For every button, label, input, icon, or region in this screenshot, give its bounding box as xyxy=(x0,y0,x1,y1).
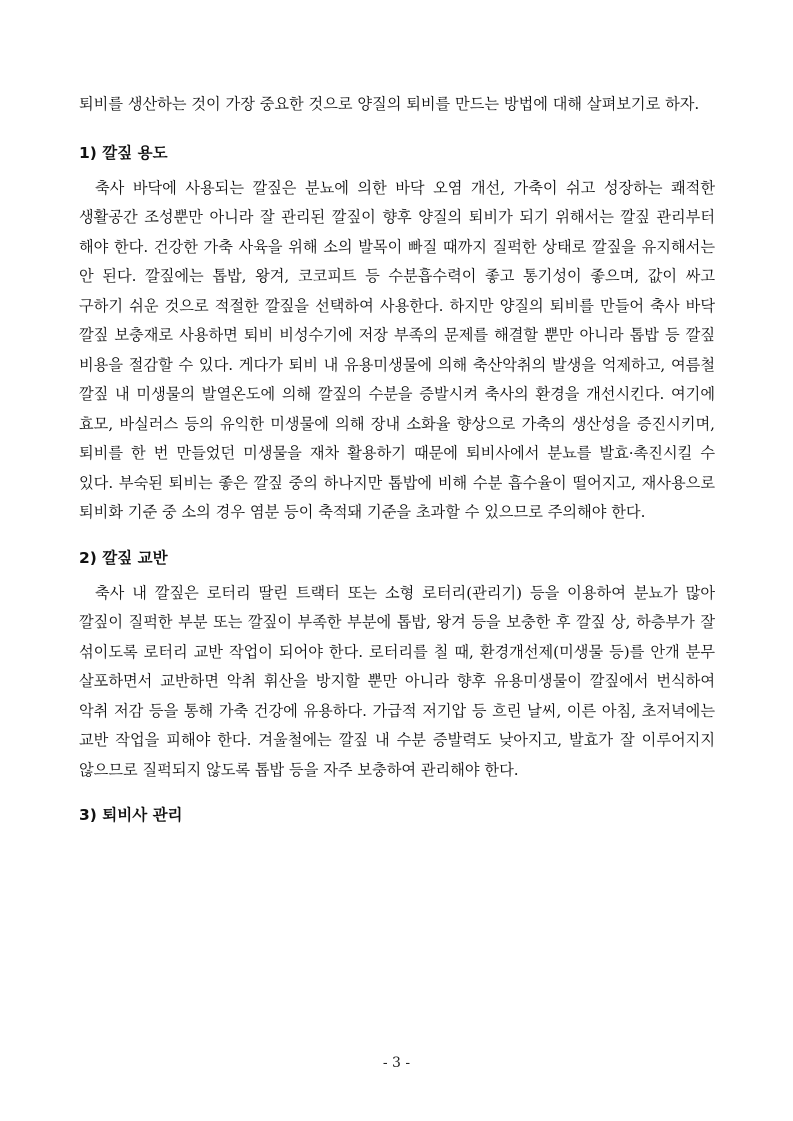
intro-paragraph: 퇴비를 생산하는 것이 가장 중요한 것으로 양질의 퇴비를 만드는 방법에 대해 살펴보기로 하자. xyxy=(79,95,700,113)
section-1-paragraph: 축사 바닥에 사용되는 깔짚은 분뇨에 의한 바닥 오염 개선, 가축이 쉬고 성장하는 쾌적한 생활공간 조성뿐만 아니라 잘 관리된 깔짚이 향후 양질의 퇴비가 되기 위해서는 깔짚 관리부터 해야 한다. 건강한 가축 사육을 위해 소의 발목이 빠질 때까지 질퍽한 상태로 깔짚을 유지해서는 안 된다. 깔짚에는 톱밥, 왕겨, 코코피트 등 수분흡수력이 좋고 통기성이 좋으며, 값이 싸고 구하기 쉬운 것으로 적절한 깔짚을 선택하여 사용한다. 하지만 양질의 퇴비를 만들어 축사 바닥 깔짚 보충재로 사용하면 퇴비 비성수기에 저장 부족의 문제를 해결할 뿐만 아니라 톱밥 등 깔짚 비용을 절감할 수 있다. 게다가 퇴비 내 유용미생물에 의해 축산악취의 발생을 억제하고, 여름철 깔짚 내 미생물의 발열온도에 의해 깔짚의 수분을 증발시켜 축사의 환경을 개선시킨다. 여기에 효모, 바실러스 등의 유익한 미생물에 의해 장내 소화율 향상으로 가축의 생산성을 증진시키며, 퇴비를 한 번 만들었던 미생물을 재차 활용하기 때문에 퇴비사에서 분뇨를 발효·촉진시킬 수 있다. 부숙된 퇴비는 좋은 깔짚 중의 하나지만 톱밥에 비해 수분 흡수율이 떨어지고, 재사용으로 퇴비화 기준 중 소의 경우 염분 등이 축적돼 기준을 초과할 수 있으므로 주의해야 한다. xyxy=(79,178,715,521)
section-2-heading: 2) 깔짚 교반 xyxy=(79,548,168,567)
section-1-heading: 1) 깔짚 용도 xyxy=(79,143,168,162)
section-2-paragraph: 축사 내 깔짚은 로터리 딸린 트랙터 또는 소형 로터리(관리기) 등을 이용하여 분뇨가 많아 깔짚이 질퍽한 부분 또는 깔짚이 부족한 부분에 톱밥, 왕겨 등을 보충한 후 깔짚 상, 하층부가 잘 섞이도록 로터리 교반 작업이 되어야 한다. 로터리를 칠 때, 환경개선제(미생물 등)를 안개 분무 살포하면서 교반하면 악취 휘산을 방지할 뿐만 아니라 향후 유용미생물이 깔짚에서 번식하여 악취 저감 등을 통해 가축 건강에 유용하다. 가급적 저기압 등 흐린 날씨, 이른 아침, 초저녁에는 교반 작업을 피해야 한다. 겨울철에는 깔짚 내 수분 증발력도 낮아지고, 발효가 잘 이루어지지 않으므로 질퍽되지 않도록 톱밥 등을 자주 보충하여 관리해야 한다. xyxy=(79,583,715,779)
page-content xyxy=(79,90,715,827)
section-3-heading: 3) 퇴비사 관리 xyxy=(79,806,183,824)
page-number: - 3 - xyxy=(382,1055,411,1071)
